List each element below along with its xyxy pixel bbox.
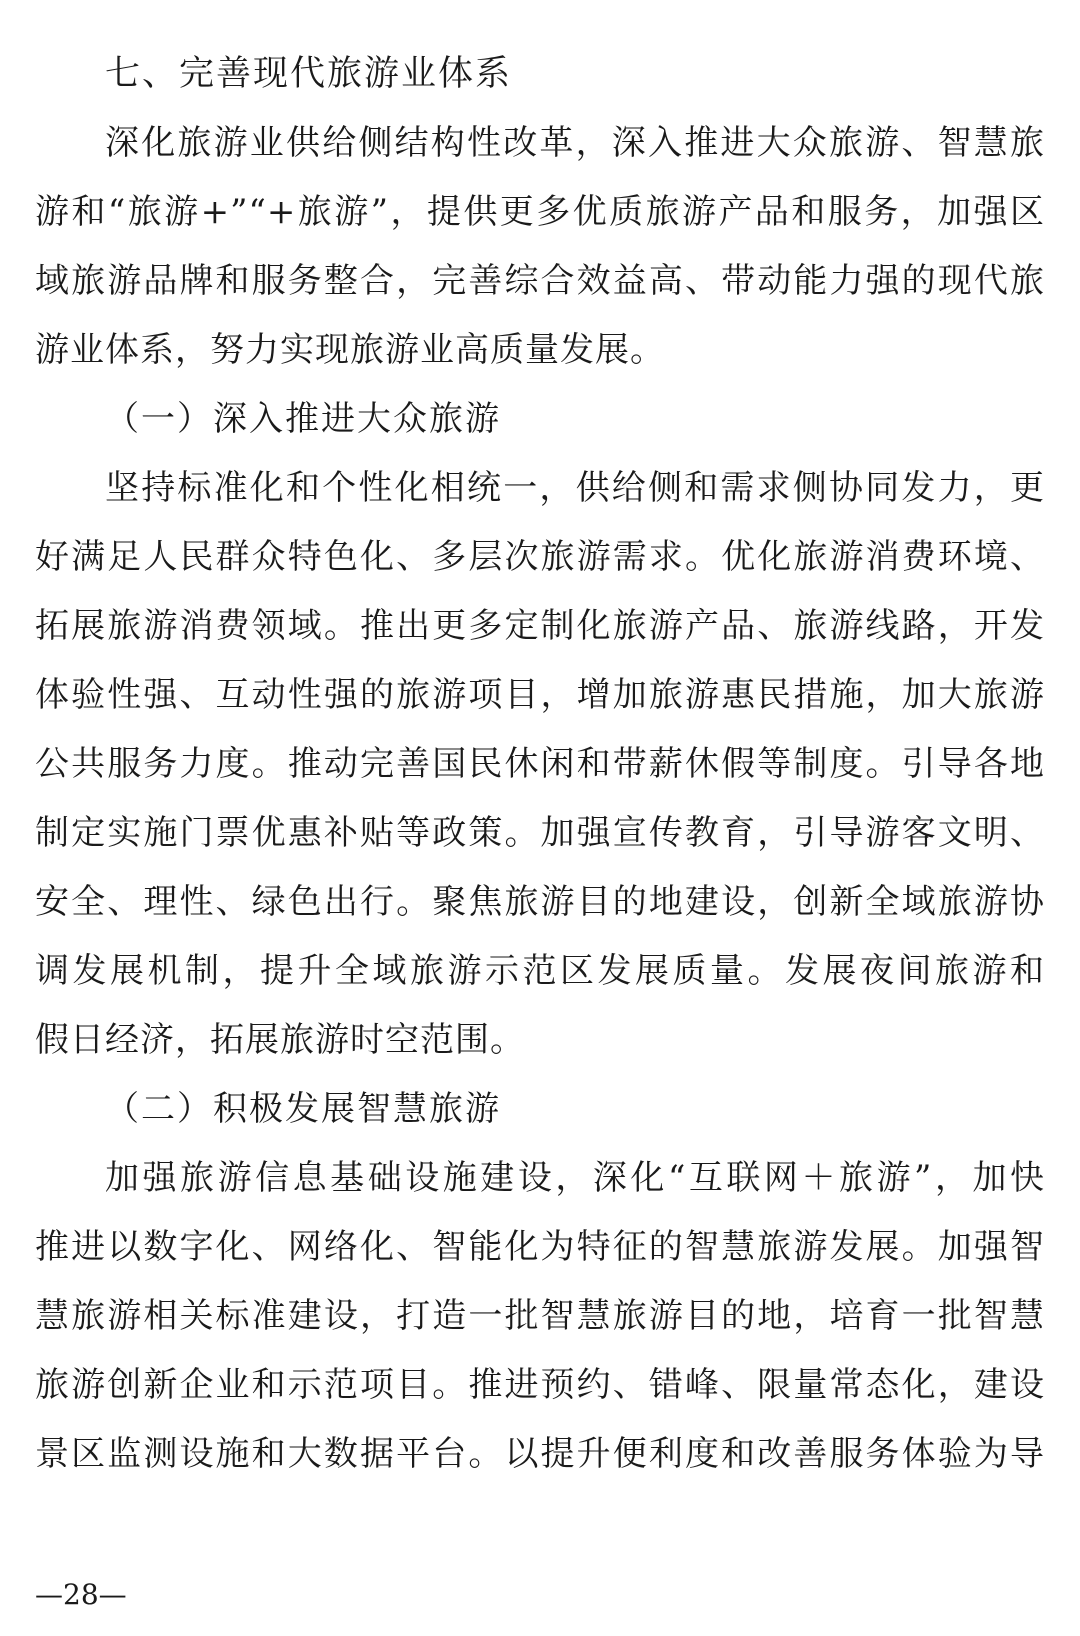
document-page [35, 40, 1045, 1489]
section1-paragraph [35, 454, 1045, 1075]
paragraph-line: 安全、理性、绿色出行。聚焦旅游目的地建设，创新全域旅游协 [35, 882, 1045, 922]
paragraph-line: 深化旅游业供给侧结构性改革，深入推进大众旅游、智慧旅 [105, 123, 1045, 163]
paragraph-line: 景区监测设施和大数据平台。以提升便利度和改善服务体验为导 [35, 1434, 1045, 1474]
intro-paragraph [35, 109, 1045, 385]
paragraph-line: 调发展机制，提升全域旅游示范区发展质量。发展夜间旅游和 [35, 951, 1045, 991]
section-heading-mass-tourism: （一）深入推进大众旅游 [105, 399, 501, 439]
section2-paragraph [35, 1144, 1045, 1489]
paragraph-line: 坚持标准化和个性化相统一，供给侧和需求侧协同发力，更 [105, 468, 1045, 508]
paragraph-line: 拓展旅游消费领域。推出更多定制化旅游产品、旅游线路，开发 [35, 606, 1045, 646]
paragraph-line: 体验性强、互动性强的旅游项目，增加旅游惠民措施，加大旅游 [35, 675, 1045, 715]
paragraph-line: 慧旅游相关标准建设，打造一批智慧旅游目的地，培育一批智慧 [35, 1296, 1045, 1336]
paragraph-line: 游和“旅游+”“+旅游”，提供更多优质旅游产品和服务，加强区 [35, 192, 1045, 232]
chapter-heading: 七、完善现代旅游业体系 [105, 54, 513, 94]
paragraph-line: 假日经济，拓展旅游时空范围。 [35, 1020, 525, 1060]
paragraph-line: 公共服务力度。推动完善国民休闲和带薪休假等制度。引导各地 [35, 744, 1045, 784]
paragraph-line: 好满足人民群众特色化、多层次旅游需求。优化旅游消费环境、 [35, 537, 1045, 577]
paragraph-line: 游业体系，努力实现旅游业高质量发展。 [35, 330, 665, 370]
paragraph-line: 旅游创新企业和示范项目。推进预约、错峰、限量常态化，建设 [35, 1365, 1045, 1405]
paragraph-line: 加强旅游信息基础设施建设，深化“互联网＋旅游”，加快 [105, 1158, 1045, 1198]
paragraph-line: 域旅游品牌和服务整合，完善综合效益高、带动能力强的现代旅 [35, 261, 1045, 301]
section-heading-smart-tourism: （二）积极发展智慧旅游 [105, 1089, 501, 1129]
paragraph-line: 制定实施门票优惠补贴等政策。加强宣传教育，引导游客文明、 [35, 813, 1045, 853]
paragraph-line: 推进以数字化、网络化、智能化为特征的智慧旅游发展。加强智 [35, 1227, 1045, 1267]
page-number: —28— [35, 1578, 127, 1611]
